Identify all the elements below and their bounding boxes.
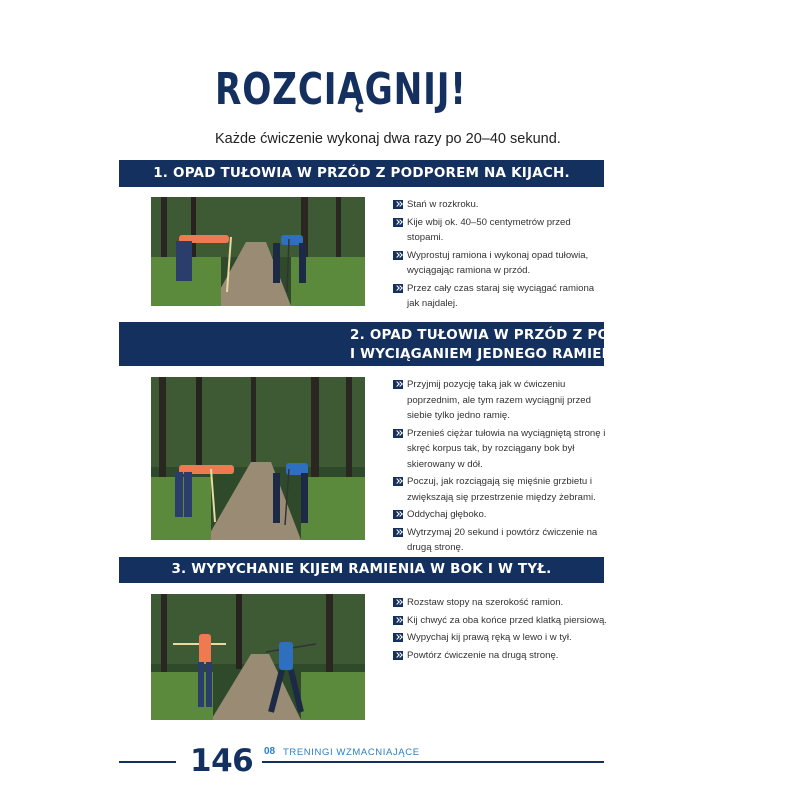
exercise-3-heading	[119, 557, 604, 583]
exercise-2-photo	[151, 377, 365, 540]
exercise-2-heading	[119, 322, 762, 366]
footer-rule-right	[262, 761, 604, 763]
double-chevron-bullet-icon	[393, 218, 403, 227]
double-chevron-bullet-icon	[393, 510, 403, 519]
exercise-1-steps	[393, 197, 608, 314]
double-chevron-bullet-icon	[393, 651, 403, 660]
list-item: Powtórz ćwiczenie na drugą stronę.	[393, 648, 608, 664]
page-title: ROZCIĄGNIJ!	[215, 64, 467, 115]
footer-rule-left	[119, 761, 176, 763]
exercise-3-heading-text: 3. WYPYCHANIE KIJEM RAMIENIA W BOK I W TYŁ.	[171, 561, 552, 577]
double-chevron-bullet-icon	[393, 616, 403, 625]
page-subtitle: Każde ćwiczenie wykonaj dwa razy po 20–40 sekund.	[215, 131, 561, 147]
exercise-2-heading-line-1: 2. OPAD TUŁOWIA W PRZÓD Z PODPOREM NA KIJACH	[350, 327, 762, 343]
chapter-name: TRENINGI WZMACNIAJĄCE	[283, 747, 420, 758]
list-item: Stań w rozkroku.	[393, 197, 608, 213]
chapter-number: 08	[264, 746, 276, 757]
list-item: Poczuj, jak rozciągają się mięśnie grzbietu i zwiększają się przestrzenie między żebrami.	[393, 474, 608, 505]
page-number: 146	[190, 743, 254, 779]
list-item: Wytrzymaj 20 sekund i powtórz ćwiczenie na drugą stronę.	[393, 525, 608, 556]
double-chevron-bullet-icon	[393, 251, 403, 260]
list-item: Wyprostuj ramiona i wykonaj opad tułowia, wyciągając ramiona w przód.	[393, 248, 608, 279]
list-item: Przenieś ciężar tułowia na wyciągniętą stronę i skręć korpus tak, by rozciągany bok był skierowany w dół.	[393, 426, 608, 473]
exercise-1-heading-text: 1. OPAD TUŁOWIA W PRZÓD Z PODPOREM NA KIJACH.	[153, 165, 570, 181]
double-chevron-bullet-icon	[393, 200, 403, 209]
list-item: Oddychaj głęboko.	[393, 507, 608, 523]
exercise-1-heading	[119, 160, 604, 187]
double-chevron-bullet-icon	[393, 633, 403, 642]
list-item: Przez cały czas staraj się wyciągać ramiona jak najdalej.	[393, 281, 608, 312]
list-item: Przyjmij pozycję taką jak w ćwiczeniu poprzednim, ale tym razem wyciągnij przed siebie tylko jedno ramię.	[393, 377, 608, 424]
list-item: Kije wbij ok. 40–50 centymetrów przed stopami.	[393, 215, 608, 246]
double-chevron-bullet-icon	[393, 284, 403, 293]
list-item: Kij chwyć za oba końce przed klatką piersiową.	[393, 613, 608, 629]
double-chevron-bullet-icon	[393, 429, 403, 438]
exercise-1-photo	[151, 197, 365, 306]
double-chevron-bullet-icon	[393, 598, 403, 607]
double-chevron-bullet-icon	[393, 528, 403, 537]
list-item: Rozstaw stopy na szerokość ramion.	[393, 595, 608, 611]
list-item: Wypychaj kij prawą ręką w lewo i w tył.	[393, 630, 608, 646]
exercise-3-steps	[393, 595, 608, 665]
exercise-2-steps	[393, 377, 608, 558]
double-chevron-bullet-icon	[393, 477, 403, 486]
exercise-3-photo	[151, 594, 365, 720]
exercise-2-heading-line-2: I WYCIĄGANIEM JEDNEGO RAMIENIA W PRZÓD.	[350, 346, 713, 362]
double-chevron-bullet-icon	[393, 380, 403, 389]
